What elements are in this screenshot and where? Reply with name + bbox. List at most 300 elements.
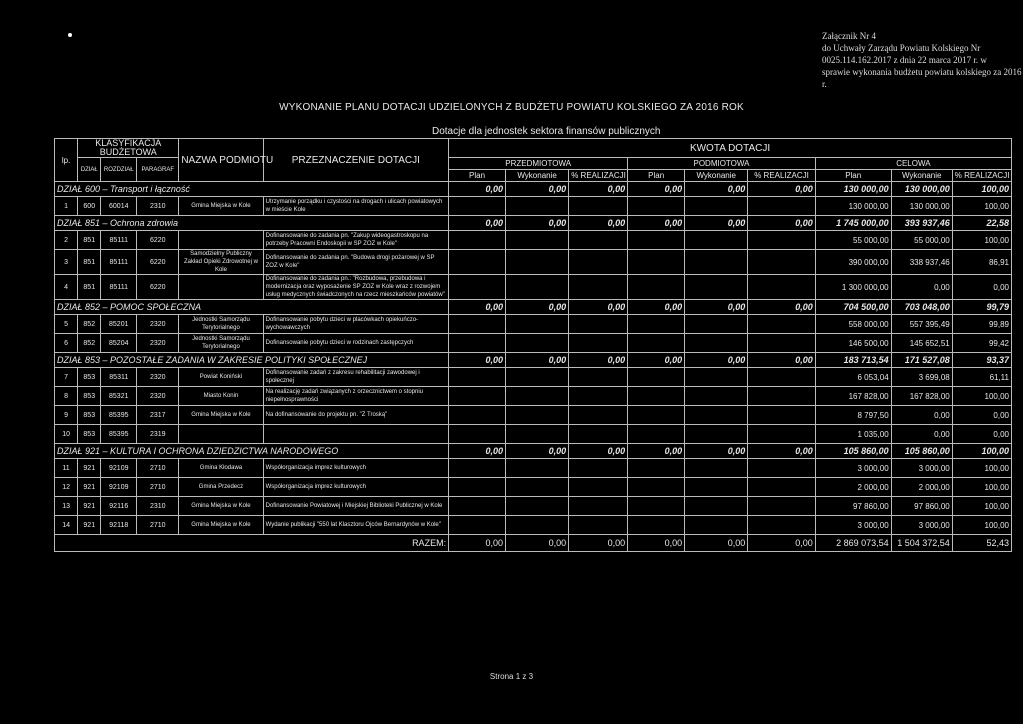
section-total: 0,00 (569, 300, 628, 315)
cell-wykonanie: 0,00 (891, 275, 952, 300)
cell-dzial: 853 (78, 368, 101, 387)
cell-realizacja: 100,00 (952, 231, 1011, 250)
header-podmiot: NAZWA PODMIOTU (179, 139, 263, 182)
header-plan-celowa: Plan (815, 170, 891, 182)
cell-rozdzial: 85395 (101, 425, 137, 444)
cell-empty (505, 231, 568, 250)
section-total: 0,00 (748, 353, 815, 368)
cell-empty (685, 387, 748, 406)
cell-empty (628, 478, 685, 497)
cell-empty (748, 497, 815, 516)
table-row (55, 231, 1012, 250)
cell-empty (748, 406, 815, 425)
cell-empty (505, 250, 568, 275)
section-total: 0,00 (685, 300, 748, 315)
cell-przeznaczenie (263, 425, 448, 444)
cell-empty (748, 478, 815, 497)
page-footer: Strona 1 z 3 (489, 672, 534, 681)
cell-dzial: 853 (78, 387, 101, 406)
section-row (55, 353, 1012, 368)
header-realizacja-celowa: % REALIZACJI (952, 170, 1011, 182)
cell-empty (628, 334, 685, 353)
header-wykonanie-podmiotowa: Wykonanie (685, 170, 748, 182)
cell-empty (569, 459, 628, 478)
cell-rozdzial: 85395 (101, 406, 137, 425)
cell-empty (748, 231, 815, 250)
section-total: 0,00 (685, 216, 748, 231)
cell-plan: 97 860,00 (815, 497, 891, 516)
section-total: 0,00 (685, 182, 748, 197)
section-row (55, 444, 1012, 459)
section-total: 0,00 (569, 444, 628, 459)
cell-empty (685, 250, 748, 275)
section-total: 0,00 (628, 300, 685, 315)
cell-realizacja: 100,00 (952, 478, 1011, 497)
cell-dzial: 852 (78, 315, 101, 334)
header-przeznaczenie: PRZEZNACZENIE DOTACJI (263, 139, 448, 182)
cell-wykonanie: 3 000,00 (891, 516, 952, 535)
header-klasyfikacja: KLASYFIKACJA BUDŻETOWA (78, 139, 179, 158)
cell-empty (748, 334, 815, 353)
cell-empty (748, 387, 815, 406)
cell-wykonanie: 557 395,49 (891, 315, 952, 334)
cell-lp: 2 (55, 231, 78, 250)
cell-paragraf: 6220 (137, 250, 179, 275)
cell-empty (569, 275, 628, 300)
cell-realizacja: 100,00 (952, 459, 1011, 478)
cell-rozdzial: 92109 (101, 478, 137, 497)
cell-rozdzial: 92118 (101, 516, 137, 535)
cell-plan: 8 797,50 (815, 406, 891, 425)
section-total: 0,00 (449, 444, 506, 459)
cell-empty (685, 231, 748, 250)
cell-realizacja: 100,00 (952, 497, 1011, 516)
cell-rozdzial: 85311 (101, 368, 137, 387)
cell-podmiot (179, 425, 263, 444)
cell-realizacja: 100,00 (952, 516, 1011, 535)
cell-paragraf: 2320 (137, 368, 179, 387)
cell-plan: 390 000,00 (815, 250, 891, 275)
table-row (55, 250, 1012, 275)
cell-plan: 3 000,00 (815, 459, 891, 478)
section-total: 0,00 (569, 182, 628, 197)
section-total: 0,00 (505, 182, 568, 197)
cell-rozdzial: 85201 (101, 315, 137, 334)
cell-empty (748, 250, 815, 275)
cell-paragraf: 6220 (137, 275, 179, 300)
cell-przeznaczenie: Utrzymanie porządku i czystości na drogach i ulicach powiatowych w mieście Kole (263, 197, 448, 216)
cell-empty (449, 497, 506, 516)
section-total: 0,00 (685, 444, 748, 459)
section-total: 0,00 (748, 300, 815, 315)
cell-empty (449, 250, 506, 275)
cell-empty (685, 197, 748, 216)
cell-lp: 5 (55, 315, 78, 334)
cell-empty (628, 459, 685, 478)
section-total: 0,00 (505, 300, 568, 315)
cell-paragraf: 2317 (137, 406, 179, 425)
cell-dzial: 921 (78, 459, 101, 478)
section-total: 105 860,00 (891, 444, 952, 459)
table-row (55, 275, 1012, 300)
total-value: 0,00 (505, 535, 568, 552)
section-total: 0,00 (449, 300, 506, 315)
cell-empty (569, 425, 628, 444)
table-row (55, 516, 1012, 535)
cell-empty (569, 315, 628, 334)
cell-przeznaczenie: Wydanie publikacji "550 lat Klasztoru Ojców Bernardynów w Kole" (263, 516, 448, 535)
cell-paragraf: 2320 (137, 315, 179, 334)
section-total: 183 713,54 (815, 353, 891, 368)
header-kwota: KWOTA DOTACJI (449, 139, 1012, 158)
total-value: 0,00 (748, 535, 815, 552)
cell-empty (628, 250, 685, 275)
cell-lp: 13 (55, 497, 78, 516)
cell-empty (628, 425, 685, 444)
cell-empty (685, 425, 748, 444)
table-row (55, 387, 1012, 406)
cell-paragraf: 2320 (137, 334, 179, 353)
cell-podmiot: Gmina Miejska w Kole (179, 516, 263, 535)
cell-empty (449, 425, 506, 444)
cell-paragraf: 2710 (137, 478, 179, 497)
table-row (55, 197, 1012, 216)
total-value: 2 869 073,54 (815, 535, 891, 552)
cell-lp: 4 (55, 275, 78, 300)
section-total: 0,00 (449, 182, 506, 197)
cell-empty (569, 478, 628, 497)
section-total: 0,00 (628, 182, 685, 197)
page-subtitle: Dotacje dla jednostek sektora finansów publicznych (432, 126, 661, 137)
cell-paragraf: 2320 (137, 387, 179, 406)
cell-empty (628, 497, 685, 516)
total-value: 0,00 (449, 535, 506, 552)
cell-empty (748, 516, 815, 535)
cell-dzial: 852 (78, 334, 101, 353)
cell-podmiot: Gmina Kłodawa (179, 459, 263, 478)
scan-dot (68, 33, 72, 37)
cell-empty (685, 516, 748, 535)
section-total: 0,00 (748, 216, 815, 231)
header-realizacja-przedmiotowa: % REALIZACJI (569, 170, 628, 182)
section-total: 0,00 (685, 353, 748, 368)
cell-paragraf: 6220 (137, 231, 179, 250)
section-total: 100,00 (952, 182, 1011, 197)
total-row (55, 535, 1012, 552)
header-wykonanie-celowa: Wykonanie (891, 170, 952, 182)
cell-podmiot (179, 275, 263, 300)
cell-empty (505, 387, 568, 406)
header-rozdzial: ROZDZIAŁ (101, 158, 137, 182)
cell-przeznaczenie: Dofinansowanie pobytu dzieci w rodzinach zastępczych (263, 334, 448, 353)
header-celowa: CELOWA (815, 158, 1011, 170)
cell-plan: 1 035,00 (815, 425, 891, 444)
section-name: DZIAŁ 600 – Transport i łączność (55, 182, 449, 197)
cell-wykonanie: 167 828,00 (891, 387, 952, 406)
cell-realizacja: 100,00 (952, 387, 1011, 406)
subsidy-table (54, 138, 1012, 552)
header-dzial: DZIAŁ (78, 158, 101, 182)
section-total: 0,00 (628, 353, 685, 368)
table-row (55, 368, 1012, 387)
cell-paragraf: 2310 (137, 497, 179, 516)
annex-line: sprawie wykonania budżetu powiatu kolskiego za 2016 (822, 67, 1022, 77)
cell-plan: 55 000,00 (815, 231, 891, 250)
cell-lp: 9 (55, 406, 78, 425)
cell-lp: 6 (55, 334, 78, 353)
cell-empty (569, 334, 628, 353)
cell-wykonanie: 55 000,00 (891, 231, 952, 250)
cell-realizacja: 0,00 (952, 275, 1011, 300)
cell-przeznaczenie: Dofinansowanie Powiatowej i Miejskiej Biblioteki Publicznej w Kole (263, 497, 448, 516)
cell-podmiot (179, 231, 263, 250)
annex-note (822, 30, 1021, 90)
section-total: 703 048,00 (891, 300, 952, 315)
section-total: 0,00 (505, 216, 568, 231)
table-row (55, 406, 1012, 425)
cell-podmiot: Powiat Koniński (179, 368, 263, 387)
cell-przeznaczenie: Współorganizacja imprez kulturowych (263, 459, 448, 478)
section-total: 0,00 (628, 444, 685, 459)
cell-paragraf: 2310 (137, 197, 179, 216)
cell-lp: 11 (55, 459, 78, 478)
section-total: 22,58 (952, 216, 1011, 231)
cell-dzial: 851 (78, 250, 101, 275)
header-plan-przedmiotowa: Plan (449, 170, 506, 182)
section-total: 0,00 (449, 216, 506, 231)
cell-empty (748, 315, 815, 334)
cell-plan: 2 000,00 (815, 478, 891, 497)
header-plan-podmiotowa: Plan (628, 170, 685, 182)
cell-lp: 10 (55, 425, 78, 444)
section-total: 93,37 (952, 353, 1011, 368)
cell-rozdzial: 92116 (101, 497, 137, 516)
cell-rozdzial: 60014 (101, 197, 137, 216)
total-value: 0,00 (628, 535, 685, 552)
cell-empty (569, 250, 628, 275)
cell-przeznaczenie: Dofinansowanie do zadania pn.: "Rozbudowa, przebudowa i modernizacja oraz wyposażenie SP ZOZ w Kole wraz z rozwojem usług medycznych świadczonych na rzecz mieszkańców powiatów" (263, 275, 448, 300)
cell-podmiot: Gmina Przedecz (179, 478, 263, 497)
cell-przeznaczenie: Dofinansowanie pobytu dzieci w placówkach opiekuńczo-wychowawczych (263, 315, 448, 334)
cell-rozdzial: 92109 (101, 459, 137, 478)
cell-empty (628, 516, 685, 535)
cell-empty (449, 231, 506, 250)
cell-przeznaczenie: Na dofinansowanie do projektu pn. "Z Troską" (263, 406, 448, 425)
cell-przeznaczenie: Dofinansowanie zadań z zakresu rehabilitacji zawodowej i społecznej (263, 368, 448, 387)
section-total: 704 500,00 (815, 300, 891, 315)
cell-empty (685, 478, 748, 497)
cell-przeznaczenie: Dofinansowanie do zadania pn. "Budowa drogi pożarowej w SP ZOZ w Kole" (263, 250, 448, 275)
table-row (55, 478, 1012, 497)
cell-empty (569, 406, 628, 425)
cell-wykonanie: 97 860,00 (891, 497, 952, 516)
cell-empty (685, 459, 748, 478)
table-row (55, 425, 1012, 444)
cell-empty (685, 406, 748, 425)
cell-empty (449, 516, 506, 535)
cell-empty (569, 497, 628, 516)
cell-dzial: 921 (78, 497, 101, 516)
cell-rozdzial: 85204 (101, 334, 137, 353)
cell-podmiot: Samodzielny Publiczny Zakład Opieki Zdrowotnej w Kole (179, 250, 263, 275)
cell-plan: 1 300 000,00 (815, 275, 891, 300)
cell-empty (685, 497, 748, 516)
section-total: 0,00 (505, 353, 568, 368)
cell-plan: 167 828,00 (815, 387, 891, 406)
cell-podmiot: Miasto Konin (179, 387, 263, 406)
annex-line: Załącznik Nr 4 (822, 31, 876, 41)
cell-realizacja: 0,00 (952, 406, 1011, 425)
cell-empty (569, 231, 628, 250)
table-row (55, 497, 1012, 516)
cell-wykonanie: 3 000,00 (891, 459, 952, 478)
cell-wykonanie: 145 652,51 (891, 334, 952, 353)
cell-realizacja: 99,42 (952, 334, 1011, 353)
section-total: 0,00 (569, 216, 628, 231)
cell-empty (685, 315, 748, 334)
cell-rozdzial: 85111 (101, 250, 137, 275)
cell-dzial: 851 (78, 231, 101, 250)
cell-wykonanie: 130 000,00 (891, 197, 952, 216)
cell-empty (449, 478, 506, 497)
section-name: DZIAŁ 921 – KULTURA I OCHRONA DZIEDZICTWA NARODOWEGO (55, 444, 449, 459)
header-podmiotowa: PODMIOTOWA (628, 158, 816, 170)
cell-dzial: 921 (78, 516, 101, 535)
cell-empty (449, 459, 506, 478)
cell-podmiot: Gmina Miejska w Kole (179, 197, 263, 216)
cell-realizacja: 0,00 (952, 425, 1011, 444)
annex-line: do Uchwały Zarządu Powiatu Kolskiego Nr (822, 43, 981, 53)
section-total: 393 937,46 (891, 216, 952, 231)
cell-empty (569, 368, 628, 387)
section-total: 105 860,00 (815, 444, 891, 459)
cell-dzial: 853 (78, 406, 101, 425)
cell-lp: 8 (55, 387, 78, 406)
cell-empty (449, 368, 506, 387)
section-total: 171 527,08 (891, 353, 952, 368)
cell-empty (748, 275, 815, 300)
cell-przeznaczenie: Dofinansowanie do zadania pn. "Zakup wideogastroskopu na potrzeby Pracowni Endoskopii w SP ZOZ w Kole" (263, 231, 448, 250)
total-value: 0,00 (685, 535, 748, 552)
cell-podmiot: Jednostki Samorządu Terytorialnego (179, 315, 263, 334)
header-przedmiotowa: PRZEDMIOTOWA (449, 158, 628, 170)
cell-lp: 1 (55, 197, 78, 216)
cell-empty (505, 334, 568, 353)
cell-empty (449, 406, 506, 425)
cell-empty (628, 368, 685, 387)
cell-wykonanie: 338 937,46 (891, 250, 952, 275)
cell-wykonanie: 2 000,00 (891, 478, 952, 497)
cell-empty (628, 406, 685, 425)
cell-empty (505, 315, 568, 334)
cell-plan: 130 000,00 (815, 197, 891, 216)
annex-line: r. (822, 79, 827, 89)
header-realizacja-podmiotowa: % REALIZACJI (748, 170, 815, 182)
cell-empty (685, 334, 748, 353)
cell-empty (685, 368, 748, 387)
section-row (55, 300, 1012, 315)
cell-empty (569, 516, 628, 535)
cell-dzial: 600 (78, 197, 101, 216)
cell-empty (449, 387, 506, 406)
cell-dzial: 851 (78, 275, 101, 300)
section-total: 99,79 (952, 300, 1011, 315)
cell-empty (628, 387, 685, 406)
section-total: 130 000,00 (815, 182, 891, 197)
cell-realizacja: 61,11 (952, 368, 1011, 387)
cell-empty (449, 315, 506, 334)
table-row (55, 334, 1012, 353)
table-row (55, 459, 1012, 478)
cell-empty (449, 275, 506, 300)
page-title: WYKONANIE PLANU DOTACJI UDZIELONYCH Z BUDŻETU POWIATU KOLSKIEGO ZA 2016 ROK (279, 102, 744, 113)
cell-empty (449, 197, 506, 216)
header-paragraf: PARAGRAF (137, 158, 179, 182)
cell-empty (628, 275, 685, 300)
section-total: 0,00 (748, 182, 815, 197)
section-total: 0,00 (449, 353, 506, 368)
section-total: 0,00 (628, 216, 685, 231)
section-total: 1 745 000,00 (815, 216, 891, 231)
cell-empty (449, 334, 506, 353)
section-row (55, 182, 1012, 197)
section-total: 100,00 (952, 444, 1011, 459)
cell-wykonanie: 0,00 (891, 406, 952, 425)
cell-paragraf: 2319 (137, 425, 179, 444)
table-row (55, 315, 1012, 334)
section-total: 0,00 (569, 353, 628, 368)
section-total: 0,00 (748, 444, 815, 459)
cell-empty (628, 231, 685, 250)
cell-empty (505, 478, 568, 497)
section-total: 0,00 (505, 444, 568, 459)
header-wykonanie-przedmiotowa: Wykonanie (505, 170, 568, 182)
cell-empty (569, 197, 628, 216)
cell-plan: 558 000,00 (815, 315, 891, 334)
cell-empty (505, 406, 568, 425)
cell-empty (505, 516, 568, 535)
total-value: 0,00 (569, 535, 628, 552)
section-total: 130 000,00 (891, 182, 952, 197)
cell-empty (505, 197, 568, 216)
total-label: RAZEM: (55, 535, 449, 552)
cell-rozdzial: 85321 (101, 387, 137, 406)
cell-plan: 3 000,00 (815, 516, 891, 535)
cell-empty (685, 275, 748, 300)
cell-empty (505, 275, 568, 300)
cell-przeznaczenie: Współorganizacja imprez kulturowych (263, 478, 448, 497)
cell-dzial: 921 (78, 478, 101, 497)
cell-dzial: 853 (78, 425, 101, 444)
cell-rozdzial: 85111 (101, 231, 137, 250)
total-value: 1 504 372,54 (891, 535, 952, 552)
cell-realizacja: 99,89 (952, 315, 1011, 334)
total-value: 52,43 (952, 535, 1011, 552)
cell-realizacja: 100,00 (952, 197, 1011, 216)
cell-paragraf: 2710 (137, 459, 179, 478)
cell-wykonanie: 3 699,08 (891, 368, 952, 387)
cell-empty (628, 315, 685, 334)
cell-empty (569, 387, 628, 406)
cell-przeznaczenie: Na realizację zadań związanych z orzecznictwem o stopniu niepełnosprawności (263, 387, 448, 406)
cell-empty (505, 368, 568, 387)
cell-podmiot: Gmina Miejska w Kole (179, 406, 263, 425)
cell-lp: 7 (55, 368, 78, 387)
cell-lp: 12 (55, 478, 78, 497)
cell-empty (748, 368, 815, 387)
cell-realizacja: 86,91 (952, 250, 1011, 275)
cell-podmiot: Jednostki Samorządu Terytorialnego (179, 334, 263, 353)
